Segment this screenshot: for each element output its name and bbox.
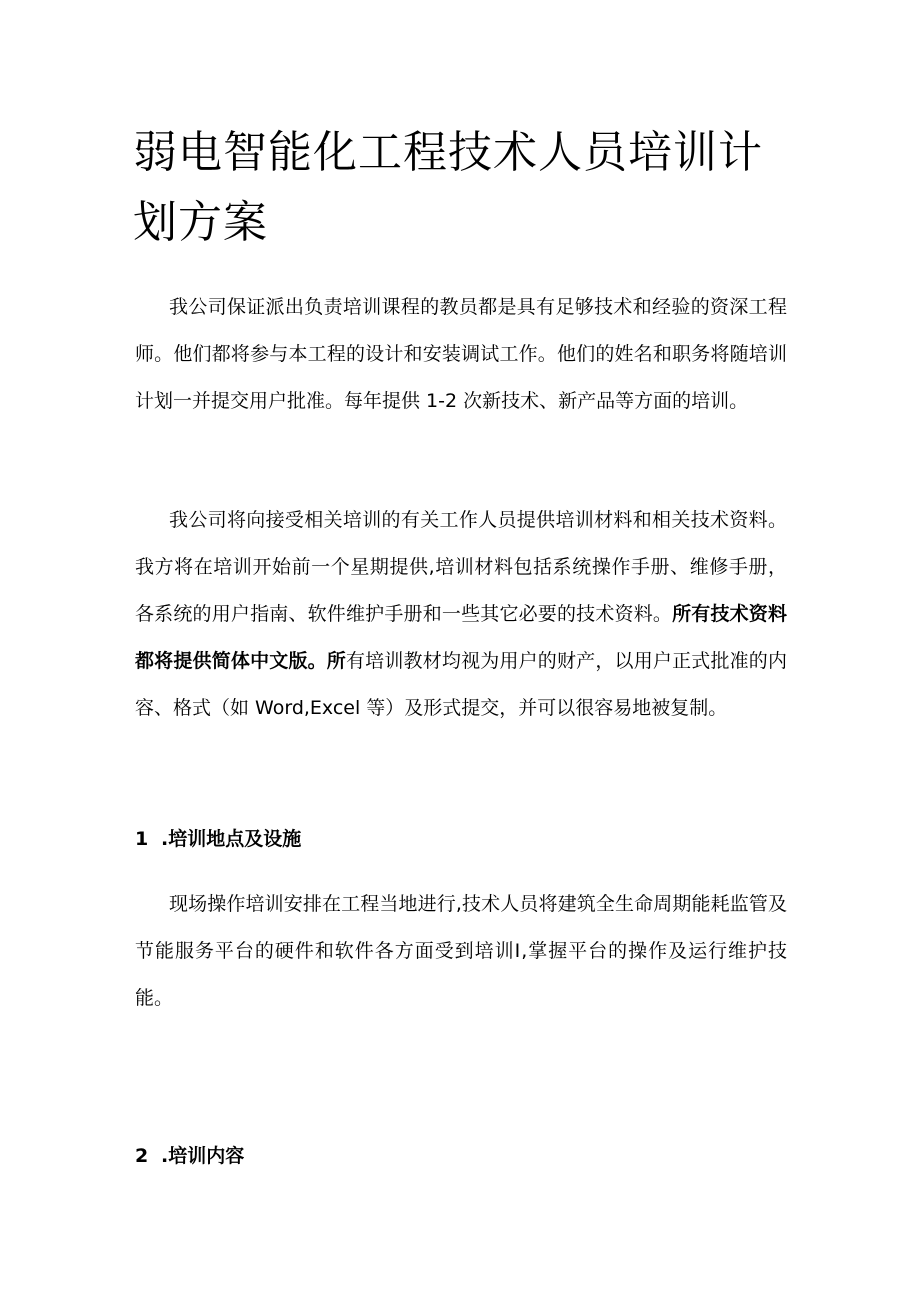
document-title: 弱电智能化工程技术人员培训计划方案 bbox=[133, 127, 763, 248]
paragraph-text: 我公司将向接受相关培训的有关工作人员提供培训材料和相关技术资料。我方将在培训开始前一个星期提供,培训材料包括系统操作手册、维修手册，各系统的用户指南、软件维护手册和一些其它必要的技术资料。 bbox=[135, 509, 787, 625]
section-title: .培训地点及设施 bbox=[161, 828, 302, 850]
section-number: 1 bbox=[135, 828, 149, 850]
section-heading-content bbox=[135, 1141, 244, 1171]
paragraph-instructors: 我公司保证派出负责培训课程的教员都是具有足够技术和经验的资深工程师。他们都将参与本工程的设计和安装调试工作。他们的姓名和职务将随培训计划一并提交用户批准。每年提供 1-2 次新技术、新产品等方面的培训。 bbox=[135, 296, 787, 412]
paragraph-bold-text: 所有技术资料都将提供简体中文版。所 bbox=[135, 603, 787, 672]
section-title: .培训内容 bbox=[161, 1145, 245, 1167]
section-heading-location bbox=[135, 824, 301, 854]
paragraph-training-materials bbox=[135, 497, 787, 732]
paragraph-onsite-training: 现场操作培训安排在工程当地进行,技术人员将建筑全生命周期能耗监管及节能服务平台的硬件和软件各方面受到培训Ⅰ,掌握平台的操作及运行维护技能。 bbox=[135, 893, 787, 1009]
section-number: 2 bbox=[135, 1145, 149, 1167]
paragraph-text: 有培训教材均视为用户的财产，以用户正式批准的内容、格式（如 Word,Excel 等）及形式提交，并可以很容易地被复制。 bbox=[135, 650, 787, 719]
